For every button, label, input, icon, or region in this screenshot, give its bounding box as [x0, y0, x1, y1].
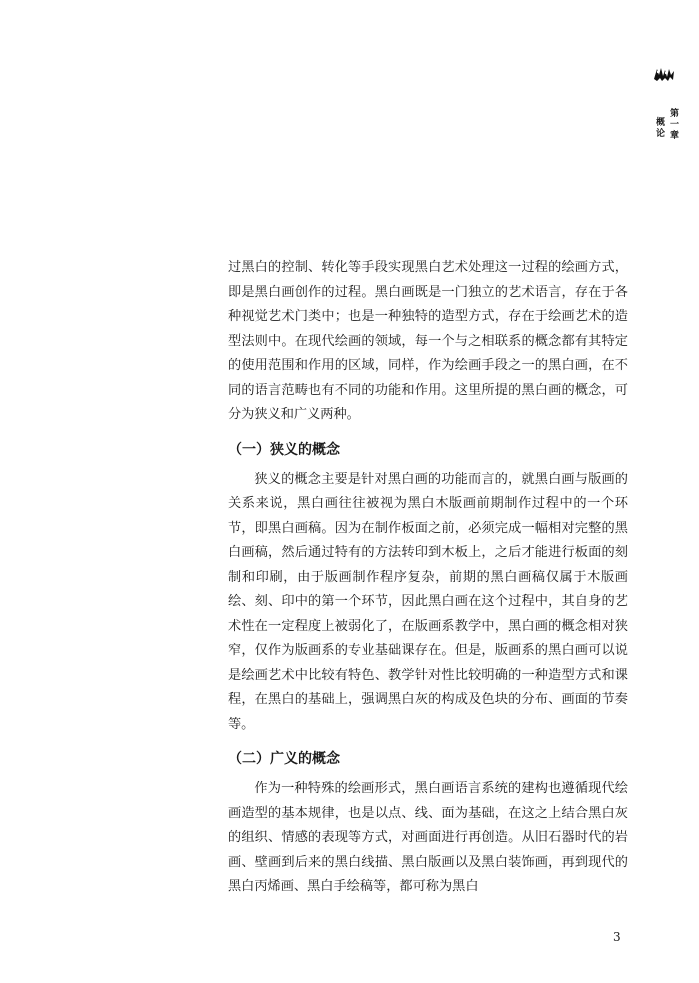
- chapter-label: [652, 88, 680, 160]
- section-paragraph-narrow: 狭义的概念主要是针对黑白画的功能而言的，就黑白画与版画的关系来说，黑白画往往被视为黑白木版画前期制作过程中的一个环节，即黑白画稿。因为在制作板面之前，必须完成一幅相对完整的黑白画稿，然后通过特有的方法转印到木板上，之后才能进行板面的刻制和印刷，由于版画制作程序复杂，前期的黑白画稿仅属于木版画绘、刻、印中的第一个环节，因此黑白画在这个过程中，其自身的艺术性在一定程度上被弱化了，在版画系教学中，黑白画的概念相对狭窄，仅作为版画系的专业基础课存在。但是，版画系的黑白画可以说是绘画艺术中比较有特色、教学针对性比较明确的一种造型方式和课程，在黑白的基础上，强调黑白灰的构成及色块的分布、画面的节奏等。: [228, 471, 628, 732]
- chapter-side-marker: [652, 66, 676, 160]
- chapter-title: 概论: [654, 117, 664, 139]
- section-heading-broad: （二）广义的概念: [228, 751, 340, 767]
- section-heading-narrow: （一）狭义的概念: [228, 441, 340, 458]
- section-paragraph-broad: 作为一种特殊的绘画形式，黑白画语言系统的建构也遵循现代绘画造型的基本规律，也是以点、线、面为基础，在这之上结合黑白灰的组织、情感的表现等方式，对画面进行再创造。从旧石器时代的岩画、壁画到后来的黑白线描、黑白版画以及黑白装饰画，再到现代的黑白丙烯画、黑白手绘稿等，都可称为黑白: [228, 781, 628, 894]
- page-number: 3: [613, 930, 621, 944]
- decorative-brush-icon: [653, 66, 675, 82]
- chapter-number: 第一章: [668, 107, 678, 141]
- intro-paragraph: 过黑白的控制、转化等手段实现黑白艺术处理这一过程的绘画方式，即是黑白画创作的过程。黑白画既是一门独立的艺术语言，存在于各种视觉艺术门类中；也是一种独特的造型方式，存在于绘画艺术的造型法则中。在现代绘画的领域，每一个与之相联系的概念都有其特定的使用范围和作用的区域，同样，作为绘画手段之一的黑白画，在不同的语言范畴也有不同的功能和作用。这里所提的黑白画的概念，可分为狭义和广义两种。: [228, 260, 628, 422]
- main-content: [228, 256, 628, 900]
